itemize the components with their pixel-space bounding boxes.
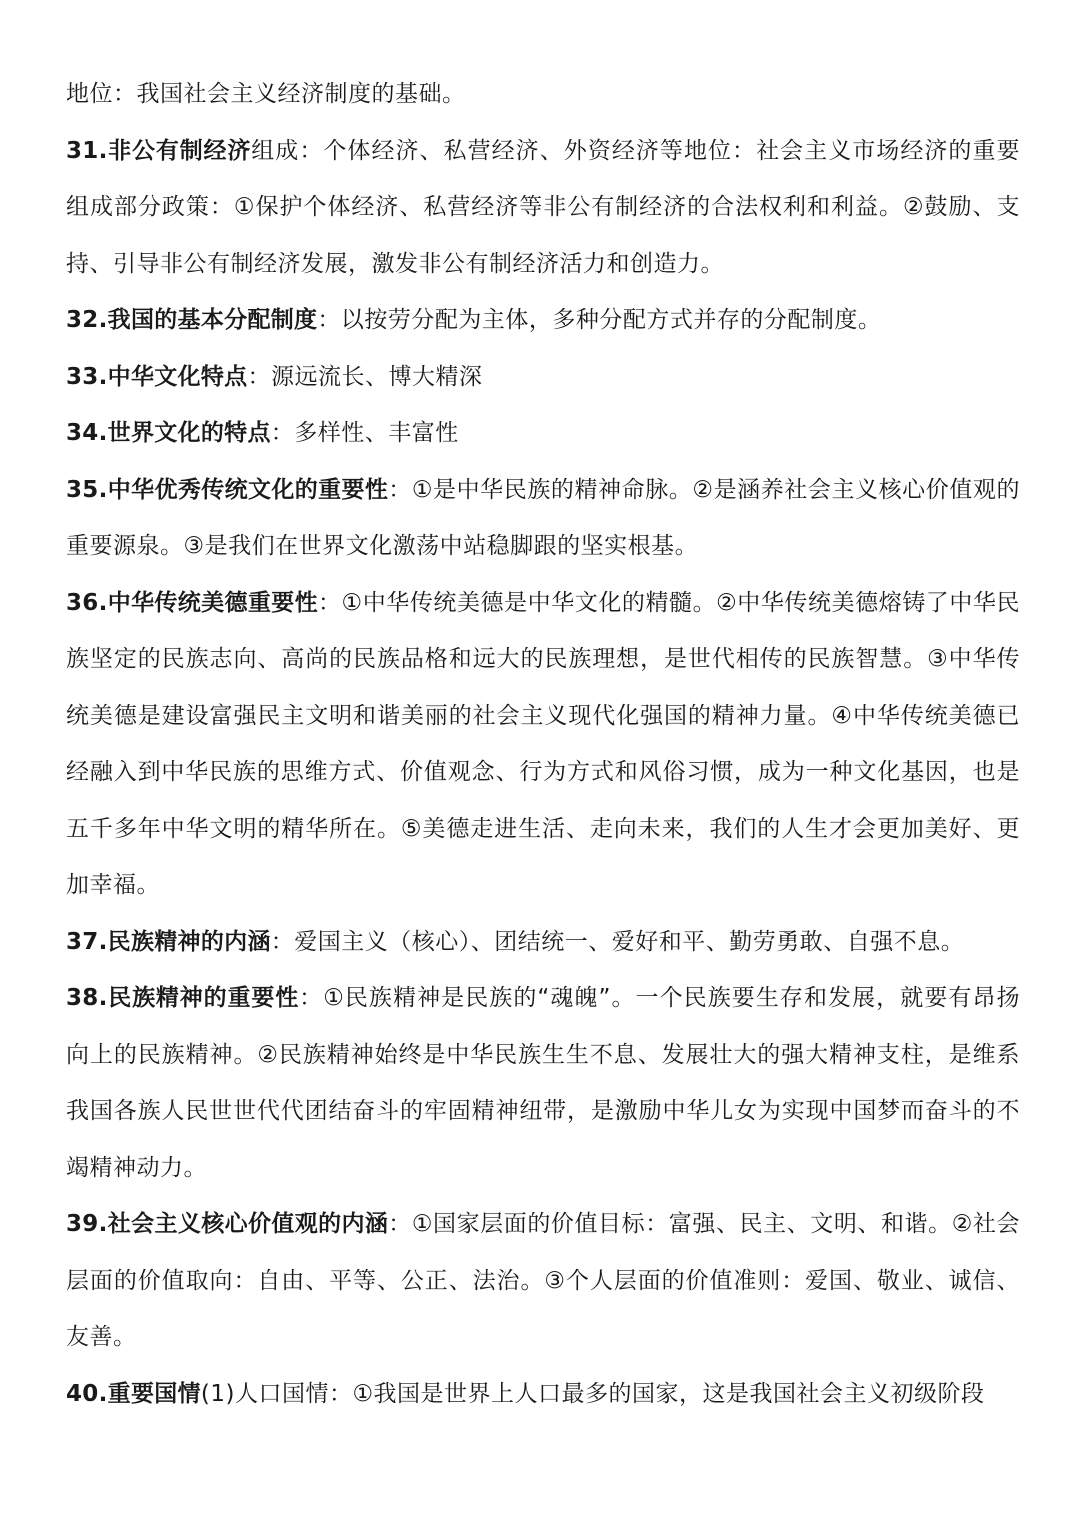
paragraph-text: 组成：个体经济、私营经济、外资经济等地位：社会主义市场经济的重要组成部分政策：①保护个体经济、私营经济等非公有制经济的合法权利和利益。②鼓励、支持、引导非公有制经济发展，激发非公有制经济活力和创造力。 — [66, 137, 1020, 277]
paragraph-text: ：爱国主义（核心）、团结统一、爱好和平、勤劳勇敢、自强不息。 — [270, 928, 965, 955]
paragraph-40-national-conditions — [66, 1366, 1020, 1423]
paragraph-heading: 39.社会主义核心价值观的内涵 — [66, 1211, 389, 1237]
paragraph-text: ：以按劳分配为主体，多种分配方式并存的分配制度。 — [317, 307, 882, 333]
paragraph-31-non-public-economy — [66, 123, 1020, 293]
paragraph-35-traditional-culture — [66, 462, 1020, 575]
paragraph-33-chinese-culture — [66, 349, 1020, 406]
paragraph-text: ：①是中华民族的精神命脉。②是涵养社会主义核心价值观的重要源泉。③是我们在世界文化激荡中站稳脚跟的坚实根基。 — [66, 476, 1020, 559]
paragraph-text: ：源远流长、博大精深 — [247, 363, 483, 390]
paragraph-text: ：①中华传统美德是中华文化的精髓。②中华传统美德熔铸了中华民族坚定的民族志向、高尚的民族品格和远大的民族理想，是世代相传的民族智慧。③中华传统美德是建设富强民主文明和谐美丽的社会主义现代化强国的精神力量。④中华传统美德已经融入到中华民族的思维方式、价值观念、行为方式和风俗习惯，成为一种文化基因，也是五千多年中华文明的精华所在。⑤美德走进生活、走向未来，我们的人生才会更加美好、更加幸福。 — [66, 589, 1020, 898]
paragraph-heading: 38.民族精神的重要性 — [66, 985, 300, 1011]
paragraph-text: ：①国家层面的价值目标：富强、民主、文明、和谐。②社会层面的价值取向：自由、平等、公正、法治。③个人层面的价值准则：爱国、敬业、诚信、友善。 — [66, 1211, 1020, 1350]
paragraph-economic-status — [66, 66, 1020, 123]
paragraph-text: 地位：我国社会主义经济制度的基础。 — [66, 81, 466, 107]
paragraph-text: (1)人口国情：①我国是世界上人口最多的国家，这是我国社会主义初级阶段 — [200, 1380, 985, 1407]
paragraph-37-national-spirit-content — [66, 914, 1020, 971]
paragraph-heading: 32.我国的基本分配制度 — [66, 307, 318, 333]
paragraph-39-core-values — [66, 1196, 1020, 1366]
paragraph-heading: 33.中华文化特点 — [66, 363, 248, 390]
paragraph-heading: 35.中华优秀传统文化的重要性 — [66, 476, 389, 503]
paragraph-34-world-culture — [66, 405, 1020, 462]
paragraph-heading: 37.民族精神的内涵 — [66, 928, 271, 955]
paragraph-heading: 31.非公有制经济 — [66, 137, 252, 164]
paragraph-text: ：多样性、丰富性 — [270, 420, 459, 446]
paragraph-heading: 34.世界文化的特点 — [66, 420, 271, 446]
paragraph-heading: 40.重要国情 — [66, 1380, 201, 1407]
paragraph-32-distribution-system — [66, 292, 1020, 349]
paragraph-heading: 36.中华传统美德重要性 — [66, 589, 318, 616]
paragraph-36-traditional-virtues — [66, 575, 1020, 914]
paragraph-text: ：①民族精神是民族的“魂魄”。一个民族要生存和发展，就要有昂扬向上的民族精神。②民族精神始终是中华民族生生不息、发展壮大的强大精神支柱，是维系我国各族人民世世代代团结奋斗的牢固精神纽带，是激励中华儿女为实现中国梦而奋斗的不竭精神动力。 — [66, 985, 1020, 1181]
paragraph-38-national-spirit-importance — [66, 970, 1020, 1196]
